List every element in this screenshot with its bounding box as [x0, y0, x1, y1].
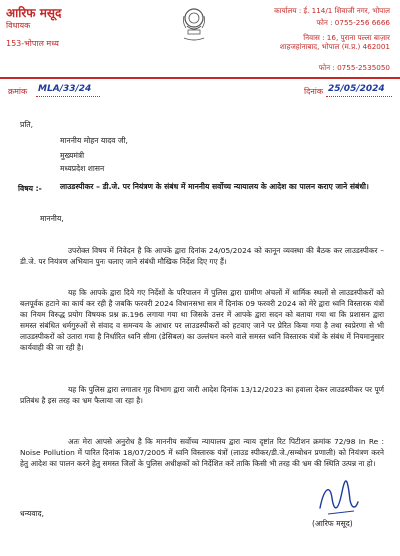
mla-designation: विधायक [6, 21, 31, 30]
office-address: कार्यालय : ई. 114/1 शिवाजी नगर, भोपाल [274, 6, 390, 15]
handwritten-signature-icon [314, 478, 362, 520]
date-label: दिनांक [304, 87, 323, 96]
paragraph-4-text: अतः मेरा आपसे अनुरोध है कि माननीय सर्वोच्च न्यायालय द्वारा न्याय दृष्टांत रिट पिटीशन क्रमांक 72/98 In Re : Noise Pollution में पारित दिनांक 18/07/2005 में ध्वनि विस्तारक यंत्रों (लाउड स्पीकर/डी.जे./सम्बोधन प्रणाली) को नियंत्रण करने हेतु आदेश का पालन करने हेतु समस्त जिलों के पुलिस अधीक्षकों को निर्देशित करें ताकि किसी भी तरह की भ्रम की स्थिति उत्पन्न ना हो। [20, 437, 384, 468]
paragraph-3 [20, 384, 384, 406]
mla-name: आरिफ मसूद [6, 6, 62, 20]
signatory-name: (आरिफ मसूद) [312, 519, 353, 528]
subject-label: विषय :- [18, 184, 42, 193]
letterhead [0, 0, 400, 78]
salutation: माननीय, [40, 214, 64, 223]
paragraph-4 [20, 436, 384, 469]
mla-constituency: 153-भोपाल मध्य [6, 39, 59, 48]
paragraph-2 [20, 287, 384, 353]
residence-address-1: निवास : 16, पुराना पल्ला बाज़ार [303, 33, 390, 42]
recipient-title: मुख्यमंत्री [60, 151, 85, 160]
paragraph-3-text: यह कि पुलिस द्वारा लगातार गृह विभाग द्वारा जारी आदेश दिनांक 13/12/2023 का हवाला देकर लाउडस्पीकर पर पूर्ण प्रतिबंध है इस तरह का भ्रम फैलाया जा रहा है। [20, 385, 384, 405]
paragraph-2-text: यह कि आपके द्वारा दिये गए निर्देशों के परिपालन में पुलिस द्वारा ग्रामीण अंचलों में धार्मिक स्थलों से लाउडस्पीकरों को बलपूर्वक हटाने का कार्य कर रही है जबकि फरवरी 2024 विधानसभा सत्र में दिनांक 09 फरवरी 2024 को मेरे द्वारा ध्वनि विस्तारक यंत्रों का नियम विरुद्ध प्रयोग विषयक प्रश्न क्र.196 लगाया गया था जिसके उत्तर में आपके द्वारा सदन को बताया गया था कि प्रशासन द्वारा समस्त संबंधित धर्मगुरुओं से संवाद व समन्वय के आधार पर लाउडस्पीकरों को हटवाए जाने पर प्रेरित किया गया है तथा स्वप्रेरणा से भी लाउडस्पीकरों को उतारा गया है निर्धारित ध्वनि सीमा (डेसिबल) का उल्लंघन करने वाले समस्त ध्वनि विस्तारक यंत्रों के संबंध में नियमानुसार कार्यवाही की जा रही है। [20, 288, 384, 352]
recipient-government: मध्यप्रदेश शासन [60, 164, 105, 173]
reference-underline [36, 96, 100, 97]
letterhead-divider [0, 77, 400, 79]
reference-label: क्रमांक [8, 87, 28, 96]
residence-address-2: शाहजहांनाबाद, भोपाल (म.प्र.) 462001 [279, 42, 390, 51]
date-underline [326, 96, 392, 97]
subject-text: लाउडस्पीकर – डी.जे. पर नियंत्रण के संबंध में माननीय सर्वोच्च न्यायालय के आदेश का पालन कराए जाने संबंधी। [60, 182, 369, 191]
letter-date: 25/05/2024 [328, 84, 385, 94]
residence-phone: फोन : 0755-2535050 [318, 63, 390, 72]
office-phone: फोन : 0755-256 6666 [316, 18, 390, 27]
state-emblem-icon [178, 4, 210, 44]
closing: धन्यवाद, [20, 509, 44, 518]
reference-number: MLA/33/24 [38, 84, 92, 94]
paragraph-1-text: उपरोक्त विषय में निवेदन है कि आपके द्वारा दिनांक 24/05/2024 को कानून व्यवस्था की बैठक कर लाउडस्पीकर – डी.जे. पर नियंत्रण अभियान पुनः चलाए जाने संबंधी मौखिक निर्देश दिए गए हैं। [20, 246, 384, 266]
paragraph-1 [20, 245, 384, 267]
recipient-name: माननीय मोहन यादव जी, [60, 136, 128, 145]
recipient-prati: प्रति, [20, 120, 34, 129]
